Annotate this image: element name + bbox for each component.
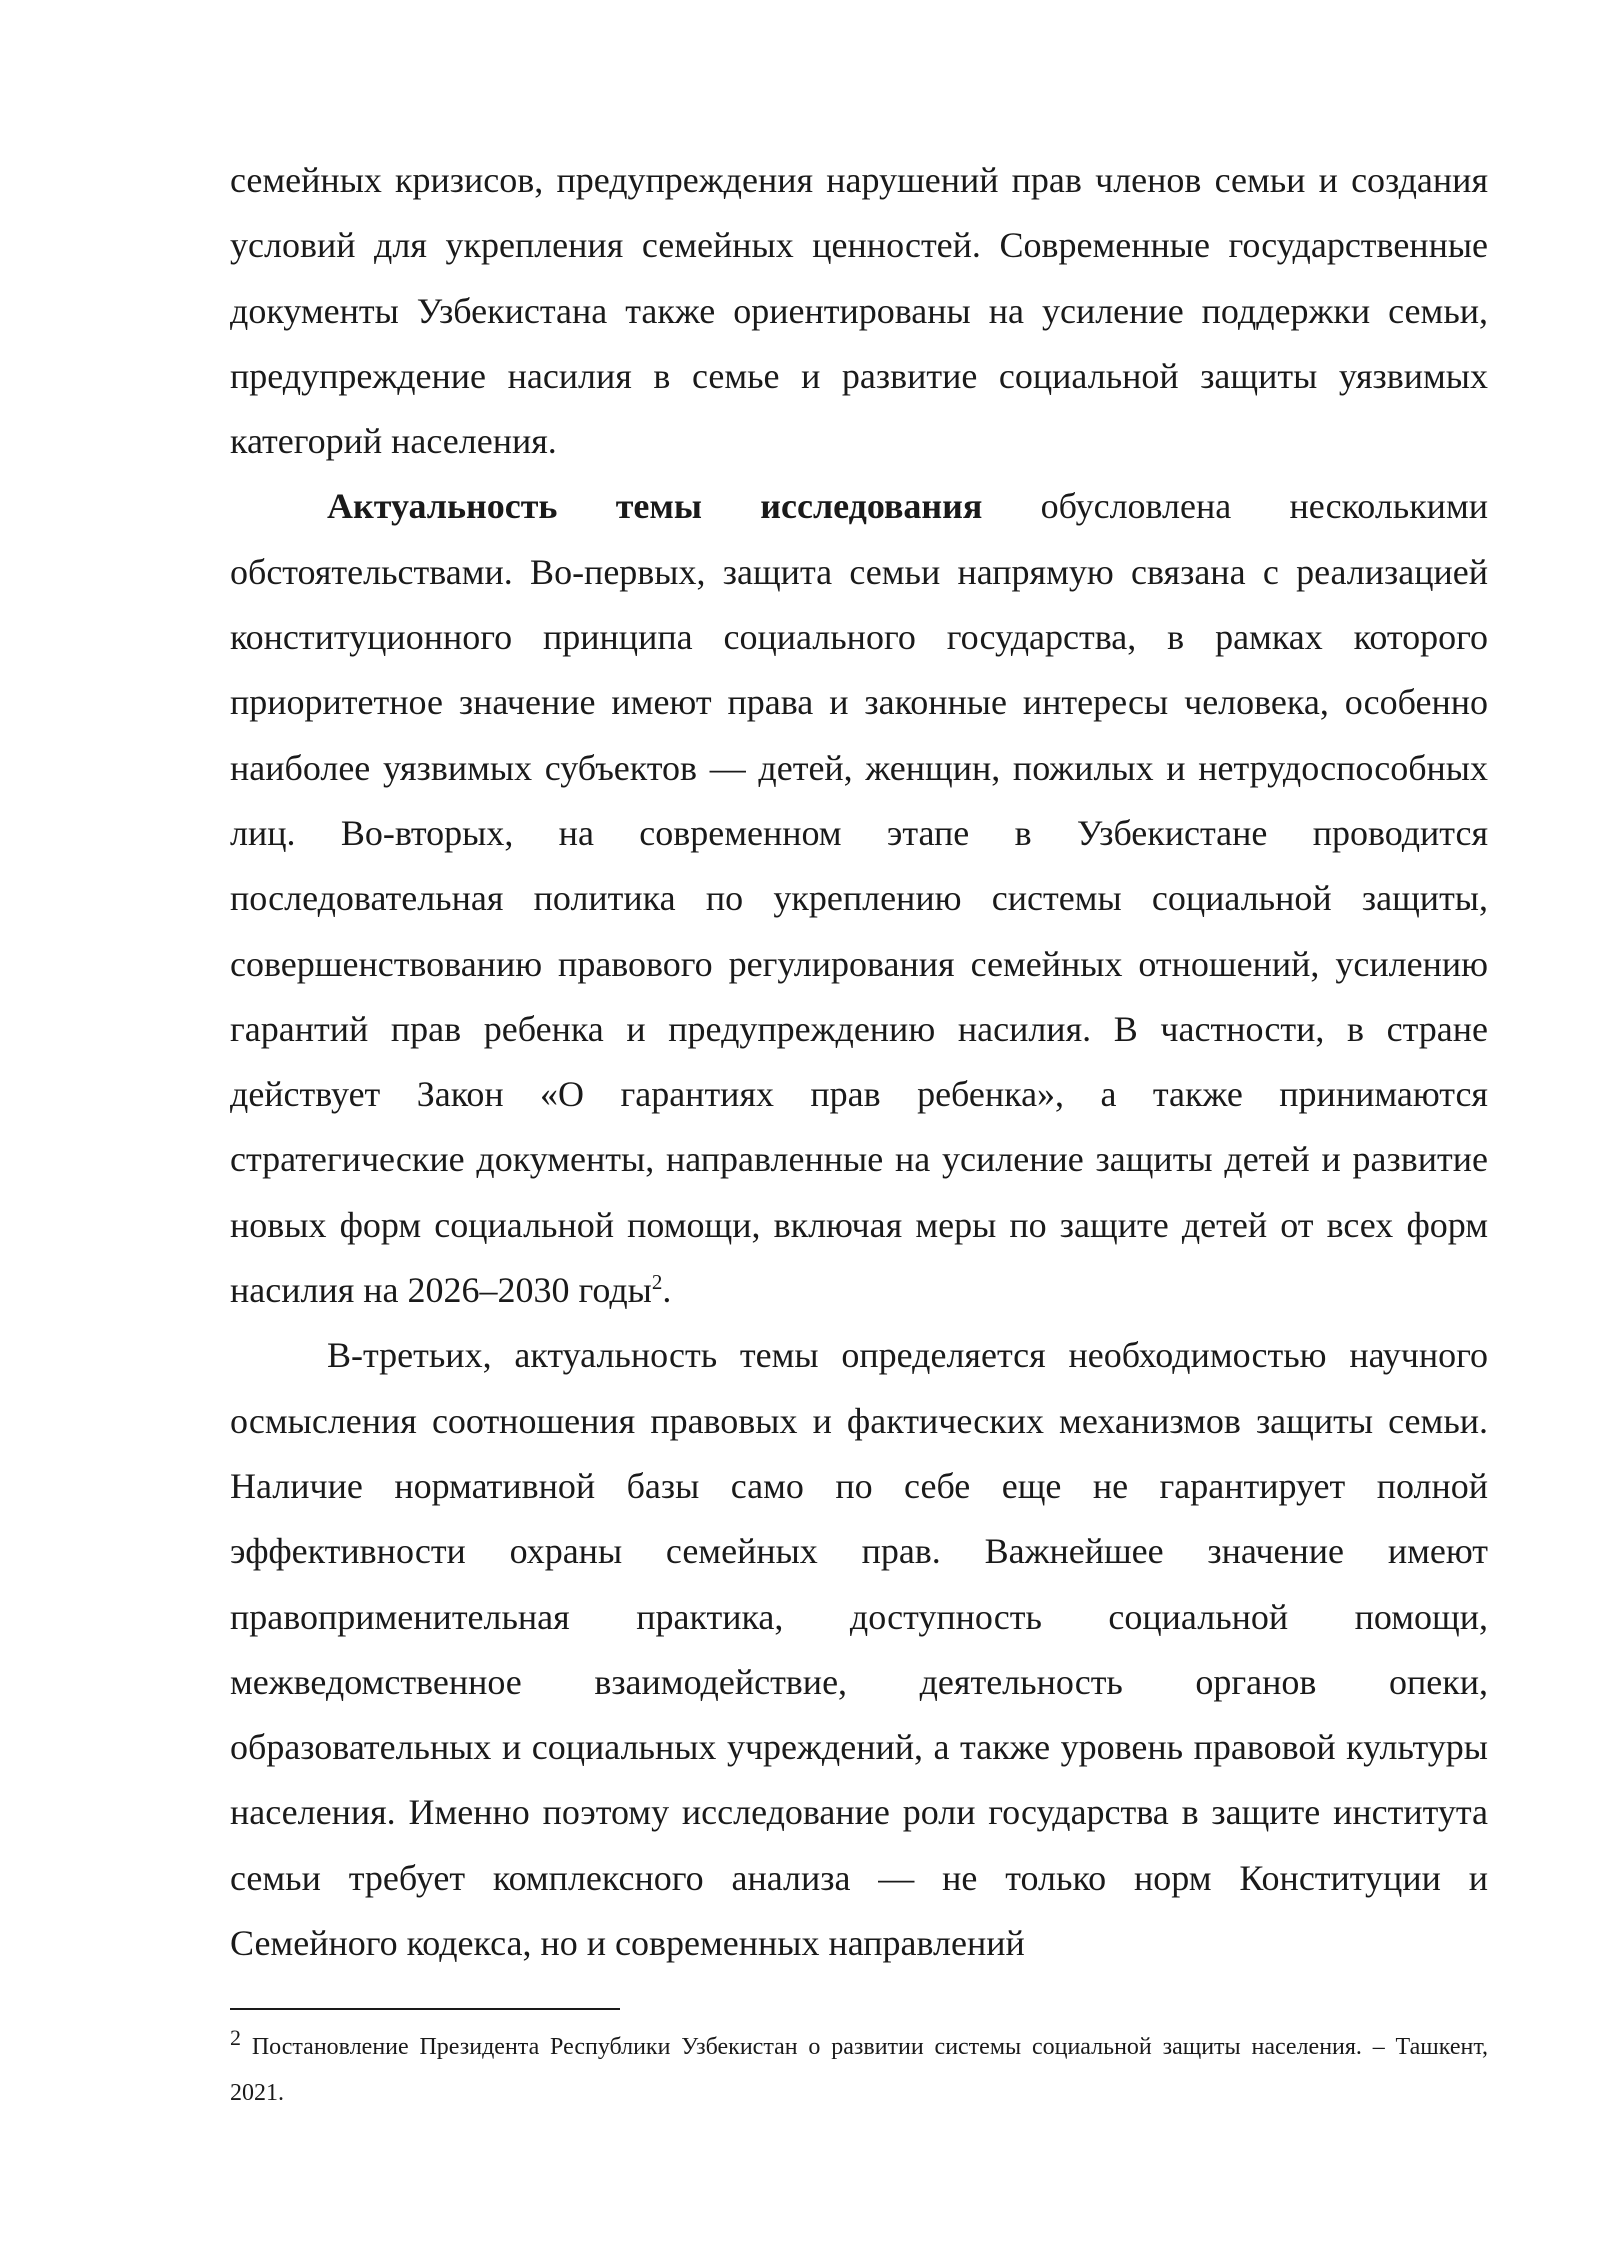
footnote-text: Постановление Президента Республики Узбекистан о развитии системы социальной защиты населения. – Ташкент, 2021. bbox=[230, 2034, 1488, 2106]
paragraph-end-punctuation: . bbox=[662, 1270, 672, 1311]
footnote-separator bbox=[230, 2008, 620, 2010]
paragraph-third-reason bbox=[230, 1323, 1488, 1976]
relevance-heading: Актуальность темы исследования bbox=[327, 486, 983, 527]
footnote-mark: 2 bbox=[230, 2025, 241, 2050]
footnote-reference[interactable]: 2 bbox=[651, 1270, 663, 1295]
paragraph-intro-continuation bbox=[230, 148, 1488, 474]
paragraph-text: обусловлена несколькими обстоятельствами. Во-первых, защита семьи напрямую связана с реализацией конституционного принципа социального государства, в рамках которого приоритетное значение имеют права и законные интересы человека, особенно наиболее уязвимых субъектов — детей, женщин, пожилых и нетрудоспособных лиц. Во-вторых, на современном этапе в Узбекистане проводится последовательная политика по укреплению системы социальной защиты, совершенствованию правового регулирования семейных отношений, усилению гарантий прав ребенка и предупреждению насилия. В частности, в стране действует Закон «О гарантиях прав ребенка», а также принимаются стратегические документы, направленные на усиление защиты детей и развитие новых форм социальной помощи, включая меры по защите детей от всех форм насилия на 2026–2030 годы bbox=[230, 486, 1488, 1311]
paragraph-text: В-третьих, актуальность темы определяется необходимостью научного осмысления соотношения правовых и фактических механизмов защиты семьи. Наличие нормативной базы само по себе еще не гарантирует полной эффективности охраны семейных прав. Важнейшее значение имеют правоприменительная практика, доступность социальной помощи, межведомственное взаимодействие, деятельность органов опеки, образовательных и социальных учреждений, а также уровень правовой культуры населения. Именно поэтому исследование роли государства в защите института семьи требует комплексного анализа — не только норм Конституции и Семейного кодекса, но и современных направлений bbox=[230, 1335, 1488, 1964]
document-body bbox=[230, 148, 1488, 1976]
footnote bbox=[230, 2024, 1488, 2116]
paragraph-text: семейных кризисов, предупреждения нарушений прав членов семьи и создания условий для укрепления семейных ценностей. Современные государственные документы Узбекистана также ориентированы на усиление поддержки семьи, предупреждение насилия в семье и развитие социальной защиты уязвимых категорий населения. bbox=[230, 160, 1488, 462]
paragraph-relevance bbox=[230, 474, 1488, 1323]
